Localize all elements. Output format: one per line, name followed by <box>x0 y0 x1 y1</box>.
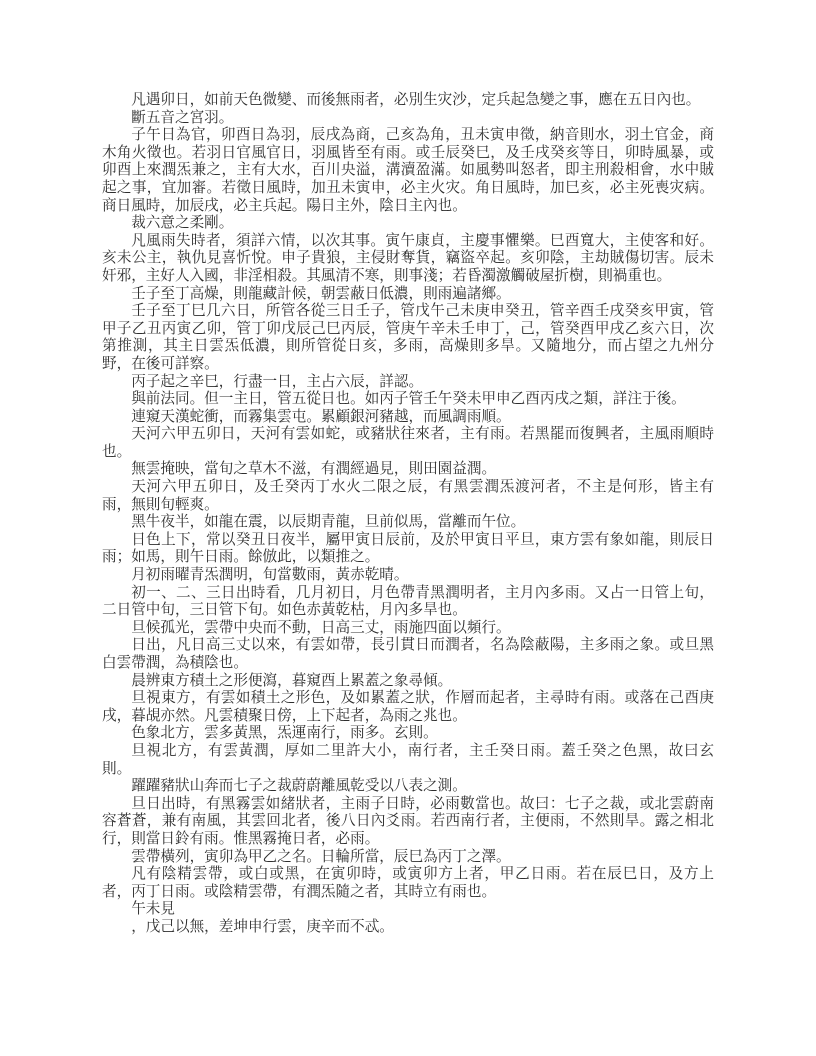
paragraph: 日色上下，常以癸丑日夜半，屬甲寅日辰前，及於甲寅日平旦，東方雲有象如龍，則辰日雨；如馬，則午日雨。餘倣此，以類推之。 <box>102 531 714 566</box>
paragraph: 晨辨東方積土之形便瀉，暮窺酉上累蓋之象尋傾。 <box>131 672 453 689</box>
paragraph: 旦日出時，有黑霧雲如緒狀者，主雨子日時，必雨數當也。故曰：七子之裁，或北雲蔚南容蒼蒼，兼有南風，其雲回北者，後八日內爻雨。若西南行者，主便雨，不然則旱。露之相北行，則當日鈴有雨。惟黑霧掩日者，必雨。 <box>102 795 714 847</box>
paragraph: 斷五音之宮羽。 <box>131 109 234 126</box>
paragraph: ，戊己以無，差坤申行雲，庚辛而不忒。 <box>131 918 394 935</box>
paragraph: 凡有陰精雲帶，或白或黑，在寅卯時，或寅卯方上者，甲乙日雨。若在辰巳日，及方上者，丙丁日雨。或陰精雲帶，有潤炁隨之者，其時立有雨也。 <box>102 866 714 900</box>
document-body <box>102 92 714 937</box>
paragraph: 初一、二、三日出時看，几月初日，月色帶青黑潤明者，主月內多雨。又占一日管上旬，二日管中旬，三日管下旬。如色赤黃乾枯，月內多旱也。 <box>102 584 714 619</box>
paragraph: 凡風雨失時者，須詳六情，以次其事。寅午康貞，主慶事懼樂。巳酉寬大，主使客和好。亥未公主，執仇見喜忻悅。申子貴狼，主侵財奪貨，竊盜卒起。亥卯陰，主劫賊傷切害。辰未奸邪，主好人入國，非淫相殺。其風清不寒，則事淺；若昏濁激觸破屋折樹，則禍重也。 <box>102 232 714 284</box>
paragraph: 與前法同。但一主日，管五從日也。如丙子管壬午癸未甲申乙酉丙戌之類，詳注于後。 <box>131 391 686 408</box>
paragraph: 無雲掩映，當旬之草木不滋，有潤經過見，則田園益潤。 <box>131 461 497 478</box>
paragraph: 壬子至丁巳几六日，所管各從三日壬子，管戊午己未庚申癸丑，管辛酉壬戌癸亥甲寅，管甲子乙丑丙寅乙卯，管丁卯戊辰己巳丙辰，管庚午辛未壬申丁，己，管癸酉甲戌乙亥六日，次第推測，其主日雲炁低濃，則所管從日亥，多雨，高燥則多旱。又隨地分，而占望之九州分野，在後可詳察。 <box>102 303 714 372</box>
paragraph: 旦候孤光，雲帶中央而不動，日高三丈，雨施四面以頻行。 <box>131 619 511 636</box>
paragraph: 黑牛夜半，如龍在震，以辰期青龍，旦前似馬，當離而午位。 <box>131 514 526 531</box>
paragraph: 午未見 <box>131 901 175 918</box>
paragraph: 月初雨曜青炁潤明，旬當數雨，黃赤乾晴。 <box>131 567 409 584</box>
paragraph: 天河六甲五卯日，天河有雲如蛇，或豬狀往來者，主有雨。若黑罷而復興者，主風雨順時也。 <box>102 426 714 460</box>
paragraph: 子午日為官，卯酉日為羽，辰戌為商，己亥為角，丑未寅申徵，納音則水，羽土官金，商木角火徵也。若羽日官風官日，羽風皆至有雨。或壬辰癸巳，及壬戌癸亥等日，卯時風暴，或卯酉上來潤炁兼之，主有大水，百川央溢，溝瀆盈滿。如風勢叫怒者，即主刑殺相會，水中賊起之事，宜加審。若徵日風時，加丑未寅申，必主火灾。角日風時，加巳亥，必主死喪灾病。商日風時，加辰戌，必主兵起。陽日主外，陰日主內也。 <box>102 127 714 214</box>
paragraph: 躍躍豬狀山奔而七子之裁蔚蔚離風乾受以八表之測。 <box>131 778 467 795</box>
paragraph: 旦視北方，有雲黃潤，厚如二里許大小，南行者，主壬癸日雨。蓋壬癸之色黑，故曰玄則。 <box>102 742 714 777</box>
paragraph: 旦視東方，有雲如積土之形色，及如累蓋之狀，作層而起者，主尋時有雨。或落在己酉庚戌，暮覘亦然。凡雲積聚日傍，上下起者，為雨之兆也。 <box>102 690 714 724</box>
paragraph: 壬子至丁高燥，則龍藏計候，朝雲蔽日低濃，則雨遍諸鄉。 <box>131 285 511 302</box>
paragraph: 天河六甲五卯日，及壬癸丙丁水火二限之辰，有黑雲潤炁渡河者，不主是何形，皆主有雨，無則旬輕爽。 <box>102 479 714 513</box>
paragraph: 色象北方，雲多黃黑，炁運南行，雨多。玄則。 <box>131 725 438 742</box>
paragraph: 裁六意之柔剛。 <box>131 215 234 232</box>
paragraph: 連窺天漢蛇衝，而霧集雲屯。累顧銀河豬越，而風調雨順。 <box>131 408 511 425</box>
paragraph: 丙子起之辛巳，行盡一日，主占六辰，詳認。 <box>131 373 424 390</box>
paragraph: 日出，凡日高三丈以來，有雲如帶，長引貫日而潤者，名為陰蔽陽，主多雨之象。或旦黑白雲帶潤，為積陰也。 <box>102 637 714 671</box>
paragraph: 凡遇卯日，如前天色微變、而後無雨者，必別生灾沙，定兵起急變之事，應在五日內也。 <box>131 92 701 108</box>
paragraph: 雲帶橫列，寅卯為甲乙之名。日輪所當，辰巳為丙丁之澤。 <box>131 848 511 865</box>
